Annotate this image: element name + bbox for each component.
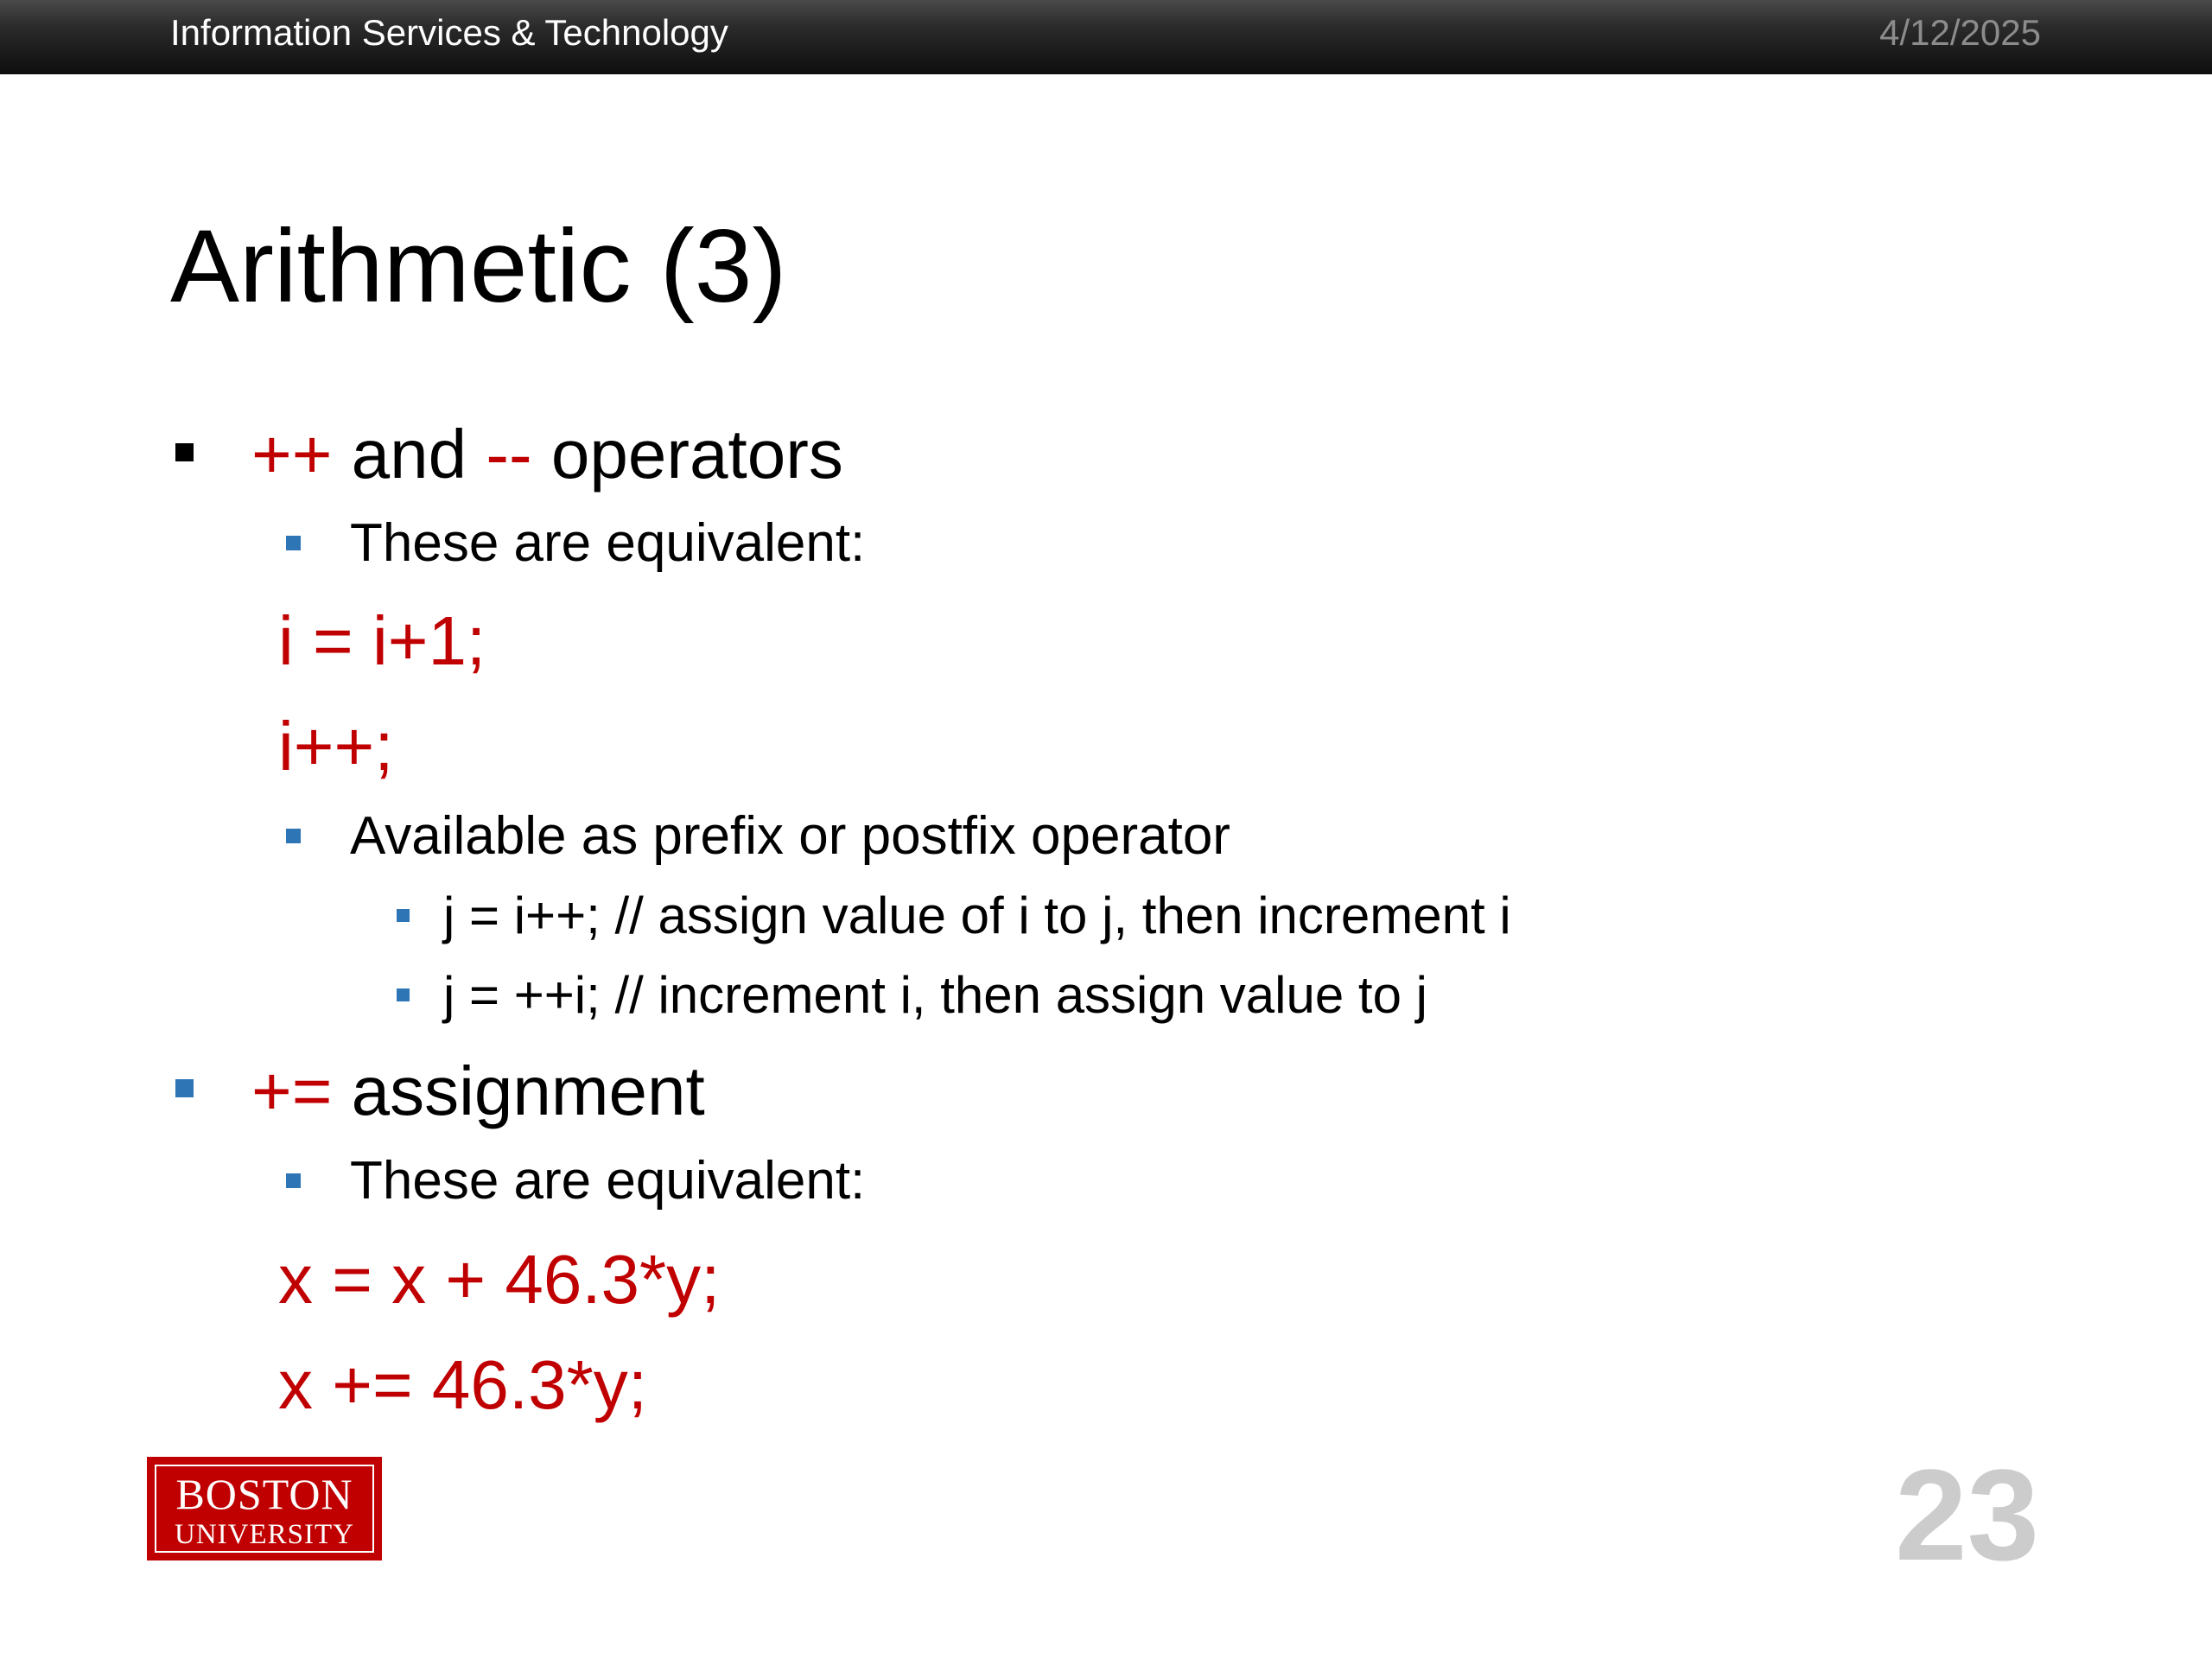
sub-bullet-equivalent-2: These are equivalent: xyxy=(350,1151,866,1211)
bullet-square-black-icon xyxy=(175,443,194,461)
bullet-text-operators: operators xyxy=(531,416,843,493)
operator-plus-equals: += xyxy=(251,1052,333,1129)
header-bar xyxy=(0,0,2212,74)
operator-increment: ++ xyxy=(251,416,333,493)
sub-bullet-equivalent-1: These are equivalent: xyxy=(350,513,866,573)
header-organization: Information Services & Technology xyxy=(170,12,728,53)
page-number: 23 xyxy=(1895,1442,2039,1587)
header-date: 4/12/2025 xyxy=(1879,12,2041,53)
bullet-text-and: and xyxy=(332,416,486,493)
logo-text-boston: BOSTON xyxy=(175,1470,353,1518)
bullet-square-blue-icon xyxy=(286,1173,301,1188)
code-line-i-equals-i-plus-1: i = i+1; xyxy=(278,602,486,679)
bullet-text-assignment: assignment xyxy=(332,1052,705,1129)
bullet-square-blue-icon xyxy=(286,829,301,843)
list-item-postfix-example: j = i++; // assign value of i to j, then increment i xyxy=(443,887,1511,944)
sub-bullet-prefix-postfix: Available as prefix or postfix operator xyxy=(350,806,1230,866)
code-line-x-plus-equals: x += 46.3*y; xyxy=(278,1346,647,1423)
slide-title: Arithmetic (3) xyxy=(170,208,787,324)
bullet-increment-operators xyxy=(251,411,843,498)
code-line-i-plus-plus: i++; xyxy=(278,708,394,785)
bullet-square-blue-icon xyxy=(175,1079,194,1097)
bullet-square-blue-icon xyxy=(286,536,301,550)
operator-decrement: -- xyxy=(486,416,532,493)
logo-text-university: UNIVERSITY xyxy=(175,1519,354,1550)
bullet-plus-equals-assignment xyxy=(251,1048,705,1135)
bullet-square-blue-icon xyxy=(397,988,410,1001)
code-line-x-equals-expression: x = x + 46.3*y; xyxy=(278,1241,721,1318)
boston-university-logo xyxy=(147,1457,382,1560)
list-item-prefix-example: j = ++i; // increment i, then assign value to j xyxy=(443,966,1427,1024)
bullet-square-blue-icon xyxy=(397,909,410,922)
